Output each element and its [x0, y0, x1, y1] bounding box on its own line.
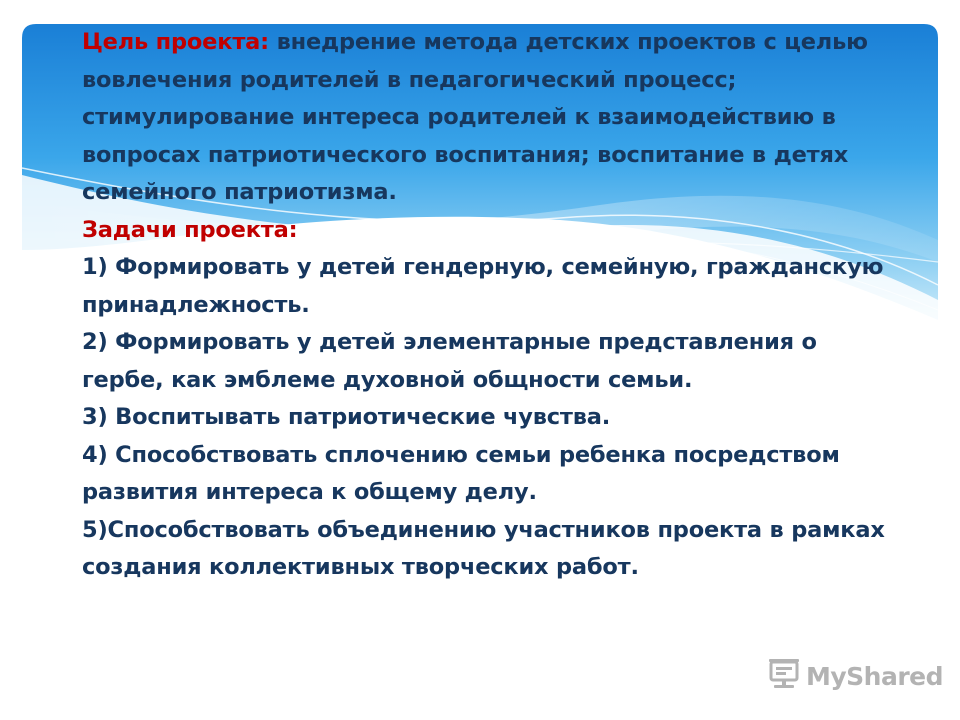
watermark-text: MyShared [806, 661, 944, 691]
myshared-watermark [768, 656, 943, 696]
goal-paragraph [82, 24, 892, 212]
goal-label: Цель проекта: [82, 29, 269, 55]
slide-content [82, 24, 892, 587]
goal-text: внедрение метода детских проектов с целью вовлечения родителей в педагогический процесс; стимулирование интереса родителей к взаимодействию в вопросах патриотического воспитания; воспитание в детях семейного патриотизма. [82, 29, 868, 205]
task-item-2: 2) Формировать у детей элементарные представления о гербе, как эмблеме духовной общности семьи. [82, 329, 817, 393]
task-item-3: 3) Воспитывать патриотические чувства. [82, 404, 611, 430]
presentation-board-icon [768, 659, 800, 693]
task-item-4: 4) Способствовать сплочению семьи ребенка посредством развития интереса к общему делу. [82, 441, 840, 505]
task-item-1: 1) Формировать у детей гендерную, семейную, гражданскую принадлежность. [82, 254, 884, 318]
task-item-5: 5)Способствовать объединению участников проекта в рамках создания коллективных творческих работ. [82, 516, 885, 580]
tasks-label: Задачи проекта: [82, 216, 298, 243]
